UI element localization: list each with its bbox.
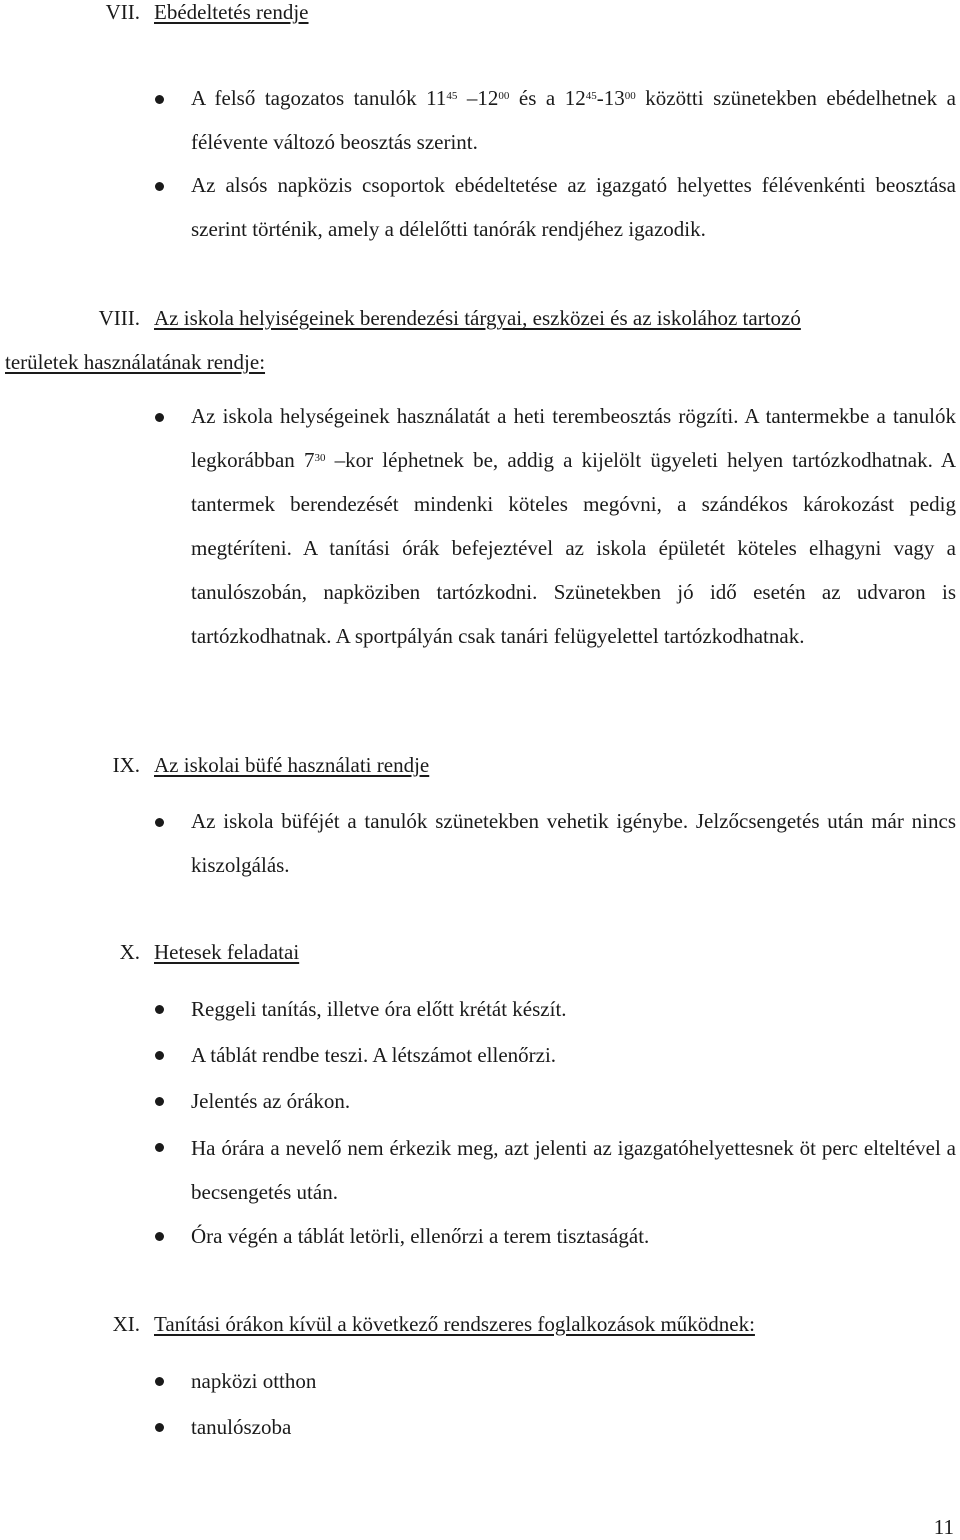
bullet-icon — [155, 182, 164, 191]
section-8-number: VIII. — [98, 306, 140, 330]
bullet-icon — [155, 1143, 164, 1152]
section-7-bullet-2: Az alsós napközis csoportok ebédeltetése az igazgató helyettes félévenkénti beosztása szerint történik, amely a délelőtti tanórák rendjéhez igazodik. — [191, 173, 956, 241]
section-11-item-2: tanulószoba — [191, 1415, 292, 1439]
section-7-title: Ebédeltetés rendje — [154, 0, 309, 24]
section-8-title-line-2: területek használatának rendje: — [5, 350, 266, 374]
bullet-icon — [155, 413, 164, 422]
section-10-item-4: Ha órára a nevelő nem érkezik meg, azt jelenti az igazgatóhelyettesnek öt perc elteltével a becsengetés után. — [191, 1136, 956, 1204]
section-10-item-2: A táblát rendbe teszi. A létszámot ellenőrzi. — [191, 1043, 557, 1067]
section-10-number: X. — [119, 940, 140, 964]
section-11-number: XI. — [112, 1312, 140, 1336]
bullet-icon — [155, 818, 164, 827]
section-7-bullet-1: A felső tagozatos tanulók $11^{45}$ $-12^{00}$ és a $12^{45}-13^{00}$ közötti szünetekben ebédelhetnek a félévente változó beosztás szerint. — [191, 86, 956, 154]
section-8-title-line-1: Az iskola helyiségeinek berendezési tárgyai, eszközei és az iskolához tartozó — [154, 306, 801, 330]
page-number: 11 — [933, 1515, 954, 1539]
section-9-number: IX. — [112, 753, 140, 777]
bullet-icon — [155, 1232, 164, 1241]
section-10-item-5: Óra végén a táblát letörli, ellenőrzi a terem tisztaságát. — [191, 1224, 650, 1248]
section-10-item-1: Reggeli tanítás, illetve óra előtt krétát készít. — [191, 997, 567, 1021]
section-9-bullet-1: Az iskola büféjét a tanulók szünetekben vehetik igénybe. Jelzőcsengetés után már nincs kiszolgálás. — [191, 809, 956, 877]
bullet-icon — [155, 95, 164, 104]
bullet-icon — [155, 1051, 164, 1060]
section-8-bullet-1: Az iskola helységeinek használatát a heti terembeosztás rögzíti. A tantermekbe a tanulók legkorábban $7^{30}$ –kor léphetnek be, addig a kijelölt ügyeleti helyen tartózkodhatnak. A tantermek berendezését mindenki köteles megóvni, a szándékos károkozást pedig megtéríteni. A tanítási órák befejeztével az iskola épületét köteles elhagyni vagy a tanulószobán, napköziben tartózkodni. Szünetekben jó idő esetén az udvaron is tartózkodhatnak. A sportpályán csak tanári felügyelettel tartózkodhatnak. — [191, 404, 956, 648]
section-11-title: Tanítási órákon kívül a következő rendszeres foglalkozások működnek: — [154, 1312, 755, 1336]
bullet-icon — [155, 1005, 164, 1014]
section-10-title: Hetesek feladatai — [154, 940, 300, 964]
section-7-number: VII. — [105, 0, 140, 24]
section-11-item-1: napközi otthon — [191, 1369, 317, 1393]
section-10-item-3: Jelentés az órákon. — [191, 1089, 351, 1113]
section-9-title: Az iskolai büfé használati rendje — [154, 753, 430, 777]
bullet-icon — [155, 1423, 164, 1432]
bullet-icon — [155, 1377, 164, 1386]
bullet-icon — [155, 1097, 164, 1106]
